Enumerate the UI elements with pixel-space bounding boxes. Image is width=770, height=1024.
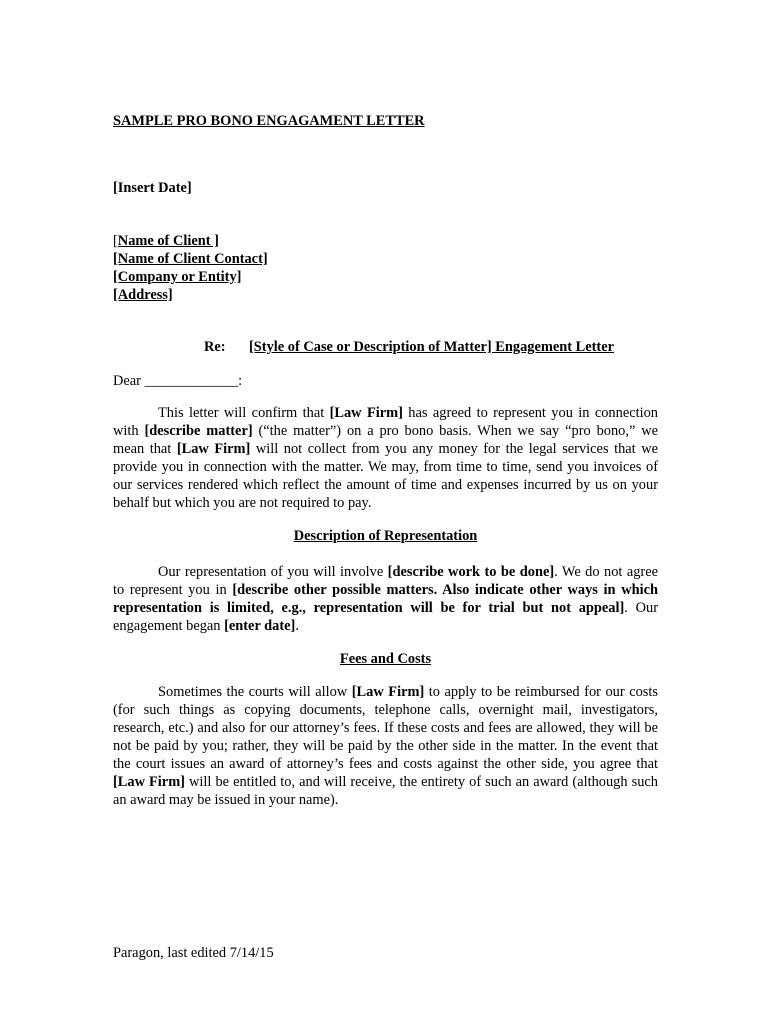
letter-title: SAMPLE PRO BONO ENGAGAMENT LETTER xyxy=(113,113,425,129)
intro-text-1: This letter will confirm that xyxy=(158,405,330,421)
company-entity: [Company or Entity] xyxy=(113,269,242,285)
fees-text-2: to apply to be reimbursed for our costs (for such things as copying documents, telephone calls, overnight mail, investigators, research, etc.) and also for our attorney’s fees. If these costs and fees are allowed, they will be not be paid by you; rather, they will be paid by the other side in the matter. In the event that the court issues an award of attorney’s fees and costs against the other side, you agree that xyxy=(113,684,658,772)
open-bracket: [ xyxy=(113,233,118,249)
representation-paragraph xyxy=(113,563,658,635)
client-address-block xyxy=(113,232,658,304)
page-footer: Paragon, last edited 7/14/15 xyxy=(113,945,274,961)
re-subject: [Style of Case or Description of Matter] Engagement Letter xyxy=(249,339,614,355)
representation-text-4: . xyxy=(295,618,299,634)
client-contact: [Name of Client Contact] xyxy=(113,251,268,267)
fees-heading: Fees and Costs xyxy=(339,651,432,667)
intro-text-3: (“the matter”) on a pro bono basis. When we say “pro bono,” we mean that xyxy=(113,423,658,457)
fees-paragraph xyxy=(113,683,658,809)
insert-date: [Insert Date] xyxy=(113,180,192,196)
law-firm-placeholder: [Law Firm] xyxy=(176,441,251,457)
intro-paragraph xyxy=(113,404,658,512)
law-firm-placeholder: [Law Firm] xyxy=(351,684,425,700)
intro-text-4: will not collect from you any money for the legal services that we provide you in connection with the matter. We may, from time to time, send you invoices of our services rendered which reflect the amount of time and expenses incurred by us on your behalf but which you are not required to pay. xyxy=(113,441,658,511)
client-name-line xyxy=(113,232,658,250)
enter-date-placeholder: [enter date] xyxy=(224,618,296,634)
law-firm-placeholder: [Law Firm] xyxy=(113,774,185,790)
fees-text-1: Sometimes the courts will allow xyxy=(158,684,352,700)
representation-text-2: . We do not agree to represent you in xyxy=(113,564,658,598)
representation-text-3: . Our engagement began xyxy=(113,600,658,634)
law-firm-placeholder: [Law Firm] xyxy=(329,405,403,421)
client-address: [Address] xyxy=(113,287,173,303)
work-to-be-done-placeholder: [describe work to be done] xyxy=(387,564,555,580)
representation-text-1: Our representation of you will involve xyxy=(158,564,388,580)
other-matters-placeholder: [describe other possible matters. Also indicate other ways in which representation is limited, e.g., representation will be for trial but not appeal] xyxy=(113,582,658,616)
re-label: Re: xyxy=(204,339,226,355)
representation-heading: Description of Representation xyxy=(293,528,478,544)
fees-text-3: will be entitled to, and will receive, the entirety of such an award (although such an award may be issued in your name). xyxy=(113,774,658,808)
intro-text-2: has agreed to represent you in connection with xyxy=(113,405,658,439)
client-name: Name of Client ] xyxy=(117,233,219,249)
describe-matter-placeholder: [describe matter] xyxy=(144,423,253,439)
salutation: Dear _____________: xyxy=(113,373,243,389)
